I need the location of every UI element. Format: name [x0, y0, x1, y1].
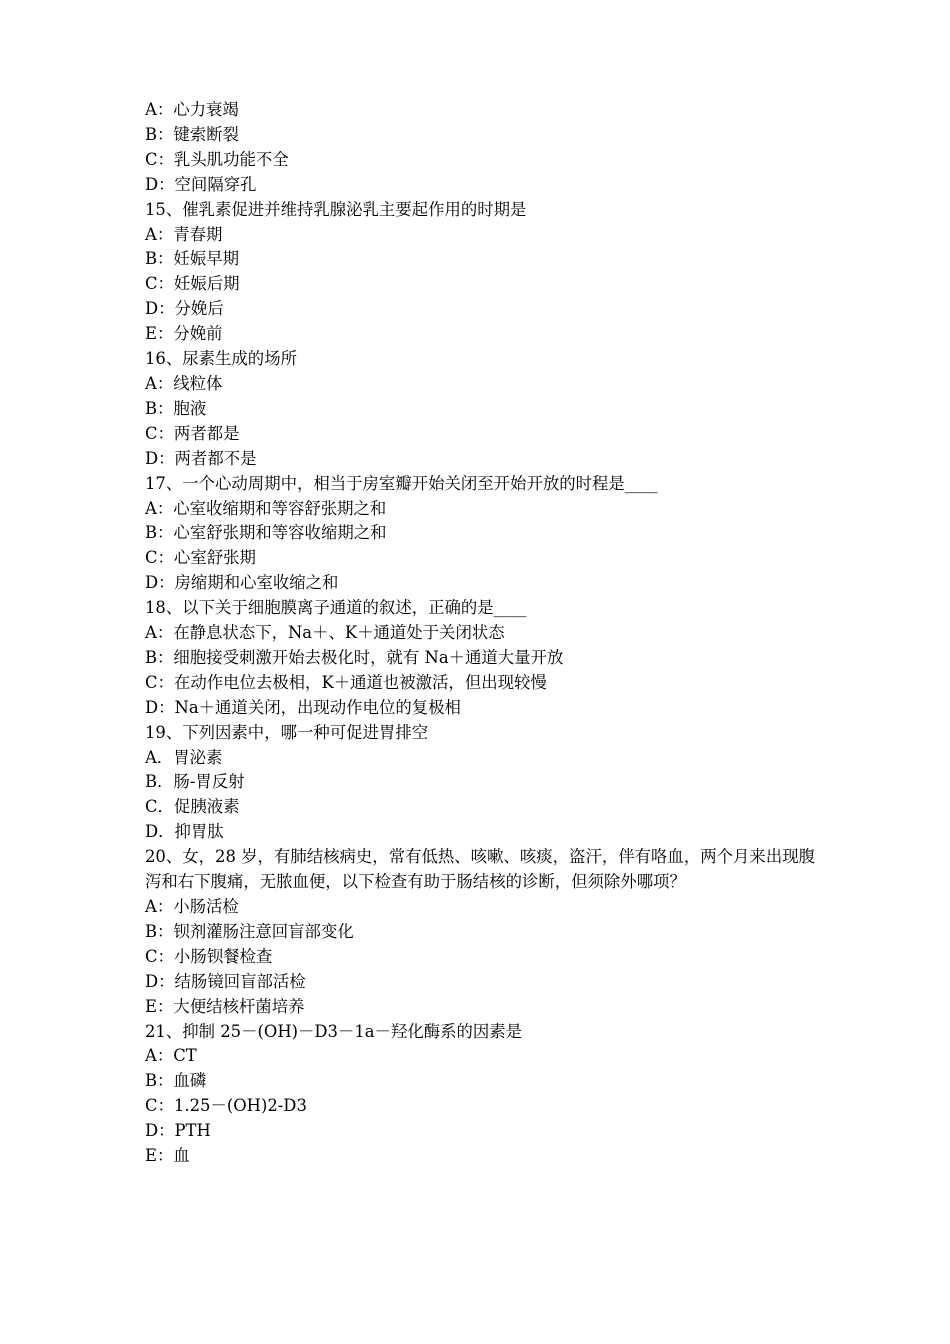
option-line: C：妊娠后期 [145, 274, 240, 294]
option-line: D：结肠镜回盲部活检 [145, 971, 306, 991]
question-21: 21、抑制 25－(OH)－D3－1a－羟化酶系的因素是 [145, 1021, 523, 1041]
option-line: D：PTH [145, 1121, 211, 1141]
option-line: B：血磷 [145, 1071, 207, 1091]
option-line: B：钡剂灌肠注意回盲部变化 [145, 921, 354, 941]
question-16: 16、尿素生成的场所 [145, 349, 297, 369]
option-line: B．肠-胃反射 [145, 772, 245, 792]
option-line: D．抑胃肽 [145, 822, 224, 842]
option-line: B：细胞接受刺激开始去极化时，就有 Na＋通道大量开放 [145, 647, 564, 667]
document-body [145, 98, 815, 1169]
question-19: 19、下列因素中，哪一种可促进胃排空 [145, 722, 429, 742]
option-line: C：小肠钡餐检查 [145, 946, 273, 966]
option-line: C：两者都是 [145, 423, 240, 443]
option-line: D：空间隔穿孔 [145, 174, 257, 194]
option-line: E：大便结核杆菌培养 [145, 996, 305, 1016]
question-18: 18、以下关于细胞膜离子通道的叙述，正确的是____ [145, 598, 527, 618]
option-line: A：心力衰竭 [145, 100, 239, 119]
option-line: E：血 [145, 1146, 190, 1166]
option-line: E：分娩前 [145, 324, 223, 344]
option-line: A：在静息状态下，Na＋、K＋通道处于关闭状态 [145, 623, 505, 643]
option-line: C：心室舒张期 [145, 548, 256, 568]
option-line: A：CT [145, 1046, 197, 1066]
option-line: A．胃泌素 [145, 747, 223, 767]
option-line: A：线粒体 [145, 373, 223, 393]
option-line: B：妊娠早期 [145, 249, 239, 269]
option-line: B：胞液 [145, 398, 207, 418]
option-line: B：心室舒张期和等容收缩期之和 [145, 523, 387, 543]
question-20: 20、女，28 岁，有肺结核病史，常有低热、咳嗽、咳痰，盗汗，伴有咯血，两个月来出现腹泻和右下腹痛，无脓血便，以下检查有助于肠结核的诊断，但须除外哪项？ [145, 847, 815, 892]
option-line: D：两者都不是 [145, 448, 257, 468]
option-line: A：小肠活检 [145, 897, 239, 916]
option-line: A：心室收缩期和等容舒张期之和 [145, 498, 387, 518]
option-line: B：键索断裂 [145, 124, 239, 144]
option-line: A：青春期 [145, 224, 223, 244]
option-line: C：1.25－(OH)2-D3 [145, 1096, 307, 1116]
question-17: 17、一个心动周期中，相当于房室瓣开始关闭至开始开放的时程是____ [145, 473, 658, 493]
option-line: C．促胰液素 [145, 797, 240, 817]
option-line: D：Na＋通道关闭，出现动作电位的复极相 [145, 697, 461, 717]
option-line: D：房缩期和心室收缩之和 [145, 573, 339, 593]
question-15: 15、催乳素促进并维持乳腺泌乳主要起作用的时期是 [145, 199, 527, 219]
option-line: D：分娩后 [145, 299, 224, 319]
option-line: C：乳头肌功能不全 [145, 149, 289, 169]
option-line: C：在动作电位去极相，K＋通道也被激活，但出现较慢 [145, 672, 547, 692]
